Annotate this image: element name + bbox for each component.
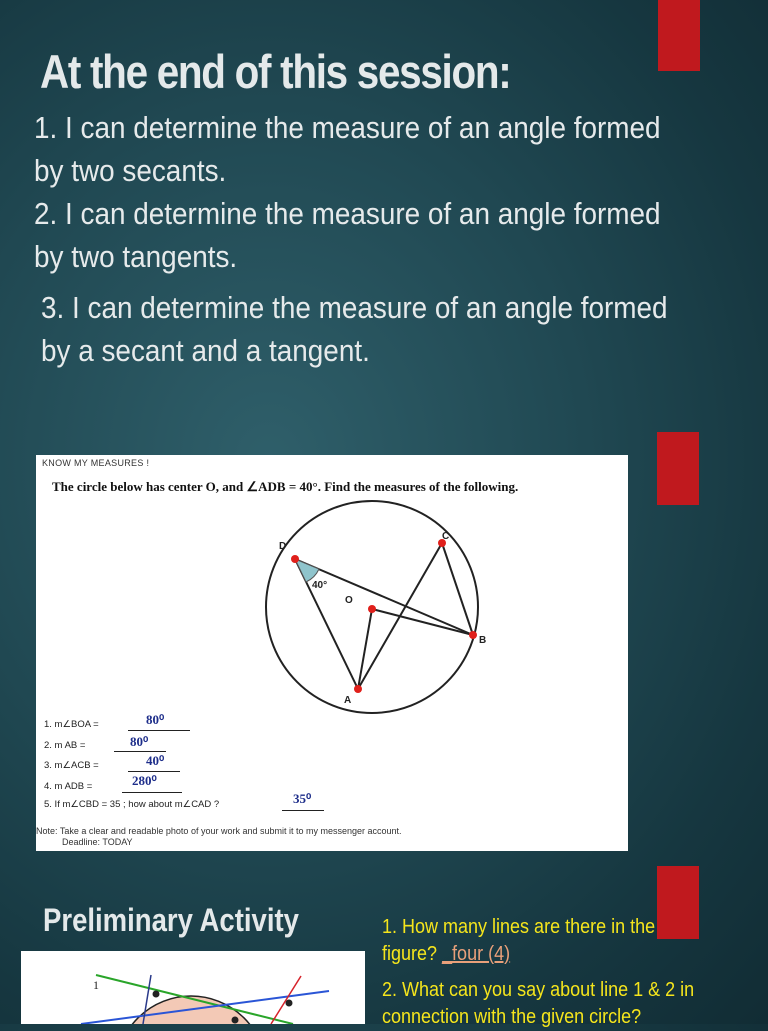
point-D — [291, 555, 299, 563]
question-2: 2. m AB = — [44, 740, 86, 751]
label-B: B — [479, 635, 487, 646]
figure-point-1 — [153, 991, 160, 998]
figure-point-2 — [232, 1017, 239, 1024]
lines-figure — [21, 951, 365, 1024]
objective-2-line1: 2. I can determine the measure of an angle formed — [34, 196, 661, 231]
answer-line-3 — [128, 771, 180, 772]
question-1-line2: figure? — [382, 943, 438, 965]
answer-line-4 — [122, 792, 182, 793]
preliminary-question-1 — [382, 914, 655, 968]
answer-4: 280⁰ — [132, 773, 157, 788]
lines-figure-svg — [21, 951, 365, 1024]
question-2-line1: 2. What can you say about line 1 & 2 in — [382, 979, 695, 1001]
angle-shade — [295, 559, 319, 582]
point-O — [368, 605, 376, 613]
answer-5: 35⁰ — [293, 791, 312, 806]
figure-point-3 — [286, 1000, 293, 1007]
label-C: C — [442, 531, 450, 542]
objective-1-line2: by two secants. — [34, 153, 227, 188]
point-B — [469, 631, 477, 639]
chord-CB — [442, 543, 473, 635]
answer-3: 40⁰ — [146, 753, 165, 768]
objective-2-line2: by two tangents. — [34, 239, 238, 274]
slide-title: At the end of this session: — [40, 45, 511, 98]
accent-bar-top — [658, 0, 700, 71]
preliminary-heading: Preliminary Activity — [43, 902, 299, 938]
label-O: O — [345, 595, 353, 606]
objective-1 — [34, 106, 718, 192]
label-A: A — [344, 695, 352, 706]
objective-2 — [34, 192, 718, 278]
worksheet-problem: The circle below has center O, and ∠ADB = 40°. Find the measures of the following. — [52, 479, 519, 494]
chord-DB — [295, 559, 473, 635]
question-3: 3. m∠ACB = — [44, 760, 99, 771]
accent-bar-bottom — [657, 866, 699, 939]
answer-line-5 — [282, 810, 324, 811]
question-1: 1. m∠BOA = — [44, 719, 99, 730]
answer-1: 80⁰ — [146, 712, 165, 727]
question-5: 5. If m∠CBD = 35 ; how about m∠CAD ? — [44, 799, 220, 810]
point-A — [354, 685, 362, 693]
objective-3 — [41, 286, 725, 372]
question-4: 4. m ADB = — [44, 781, 93, 792]
objective-3-line1: 3. I can determine the measure of an angle formed — [41, 290, 668, 325]
worksheet-note: Note: Take a clear and readable photo of your work and submit it to my messenger account. — [36, 826, 402, 836]
answer-line-2 — [114, 751, 166, 752]
worksheet-card — [36, 455, 628, 851]
preliminary-question-2 — [382, 977, 694, 1031]
accent-bar-middle — [657, 432, 699, 505]
figure-label-1: 1 — [93, 978, 99, 992]
label-D: D — [279, 541, 287, 552]
question-1-line1: 1. How many lines are there in the — [382, 916, 656, 938]
worksheet-deadline: Deadline: TODAY — [62, 837, 133, 847]
question-1-line2-row — [382, 941, 655, 968]
question-2-line2: connection with the given circle? — [382, 1006, 642, 1028]
objective-1-line1: 1. I can determine the measure of an angle formed — [34, 110, 661, 145]
answer-2: 80⁰ — [130, 734, 149, 749]
label-angle: 40° — [312, 580, 328, 591]
objective-3-line2: by a secant and a tangent. — [41, 333, 370, 368]
answer-line-1 — [128, 730, 190, 731]
question-1-answer: _four (4) — [442, 943, 511, 965]
figure-line-4 — [271, 976, 301, 1024]
worksheet-header: KNOW MY MEASURES ! — [42, 458, 150, 468]
